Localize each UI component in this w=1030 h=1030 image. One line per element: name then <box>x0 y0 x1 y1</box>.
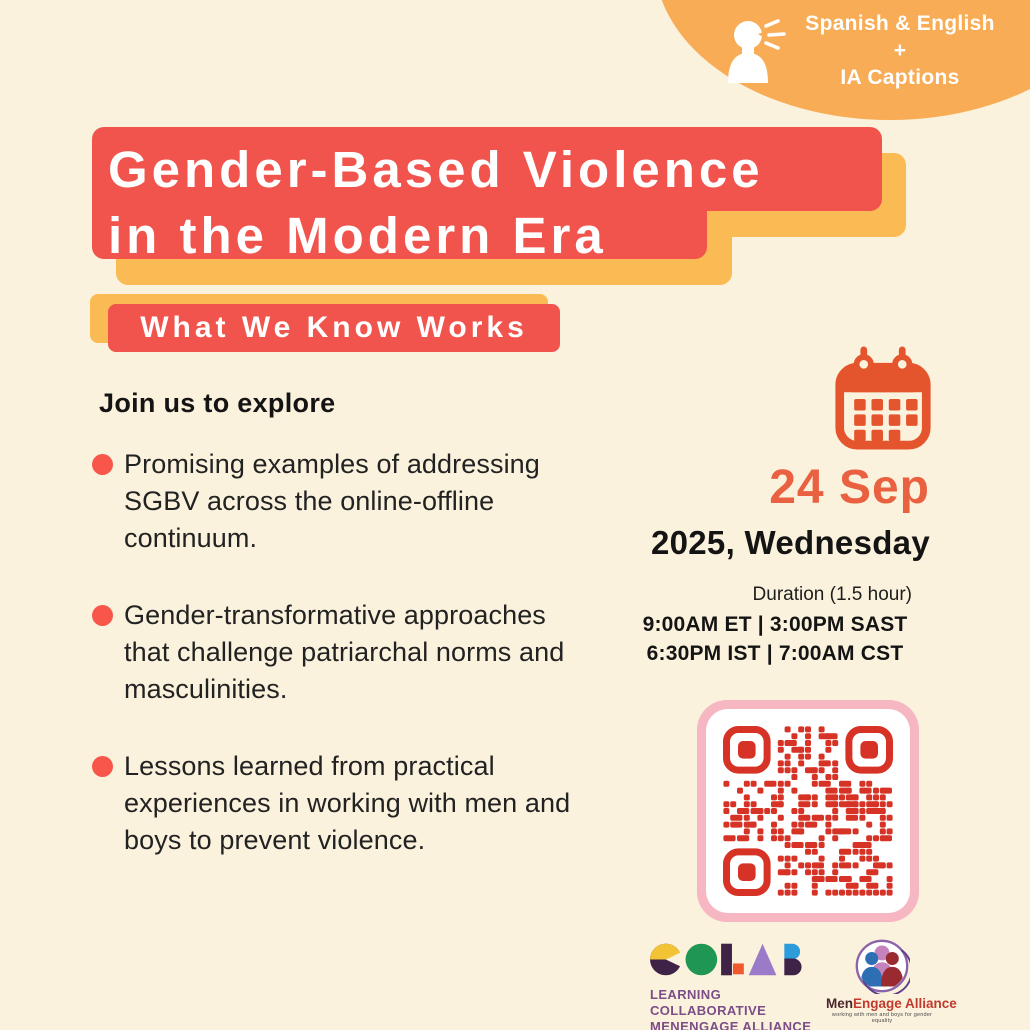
colab-text-line1: LEARNING COLLABORATIVE <box>650 987 767 1018</box>
times-line1: 9:00AM ET | 3:00PM SAST <box>642 613 908 636</box>
badge-captions: IA Captions <box>840 66 960 89</box>
bullet-line: continuum. <box>124 523 258 553</box>
bullet-line: Promising examples of addressing <box>124 449 540 479</box>
colab-text-line2: MENENGAGE ALLIANCE <box>650 1019 812 1030</box>
bullet-line: experiences in working with men and <box>124 788 571 818</box>
bullet-dot-icon <box>92 756 113 777</box>
bullet-line: Gender-transformative approaches <box>124 600 546 630</box>
calendar-icon <box>833 344 933 452</box>
subtitle-text: What We Know Works <box>140 311 528 344</box>
page-title-line1: Gender-Based Violence <box>108 140 764 198</box>
times-line2: 6:30PM IST | 7:00AM CST <box>646 642 904 665</box>
list-item <box>92 446 637 557</box>
qr-code-frame <box>697 700 919 922</box>
bullet-line: SGBV across the online-offline <box>124 486 495 516</box>
bullet-dot-icon <box>92 605 113 626</box>
title-banner <box>92 127 922 297</box>
menengage-tagline: working with men and boys for gender equality <box>831 1012 933 1024</box>
badge-languages: Spanish & English <box>805 12 995 35</box>
bullet-dot-icon <box>92 454 113 475</box>
colab-logo <box>650 941 820 1030</box>
language-badge <box>718 10 1000 91</box>
intro-heading: Join us to explore <box>99 388 336 418</box>
list-item <box>92 748 637 859</box>
bullet-line: that challenge patriarchal norms and <box>124 637 565 667</box>
person-speaking-icon <box>718 12 790 90</box>
page-title-line2: in the Modern Era <box>108 206 607 264</box>
badge-plus: + <box>893 39 907 62</box>
list-item <box>92 597 637 708</box>
colab-logo-icon <box>650 941 820 978</box>
event-duration: Duration (1.5 hour) <box>752 584 912 605</box>
menengage-logo-icon <box>826 938 938 994</box>
subtitle-banner <box>90 294 570 364</box>
qr-code <box>723 726 893 896</box>
event-times <box>615 610 935 668</box>
bullet-line: boys to prevent violence. <box>124 825 426 855</box>
bullet-list <box>92 446 637 899</box>
event-year-weekday: 2025, Wednesday <box>650 524 930 561</box>
event-date: 24 Sep <box>769 461 930 514</box>
menengage-logo <box>826 938 957 1024</box>
bullet-line: masculinities. <box>124 674 288 704</box>
menengage-name: MenEngage Alliance <box>826 996 957 1011</box>
bullet-line: Lessons learned from practical <box>124 751 495 781</box>
